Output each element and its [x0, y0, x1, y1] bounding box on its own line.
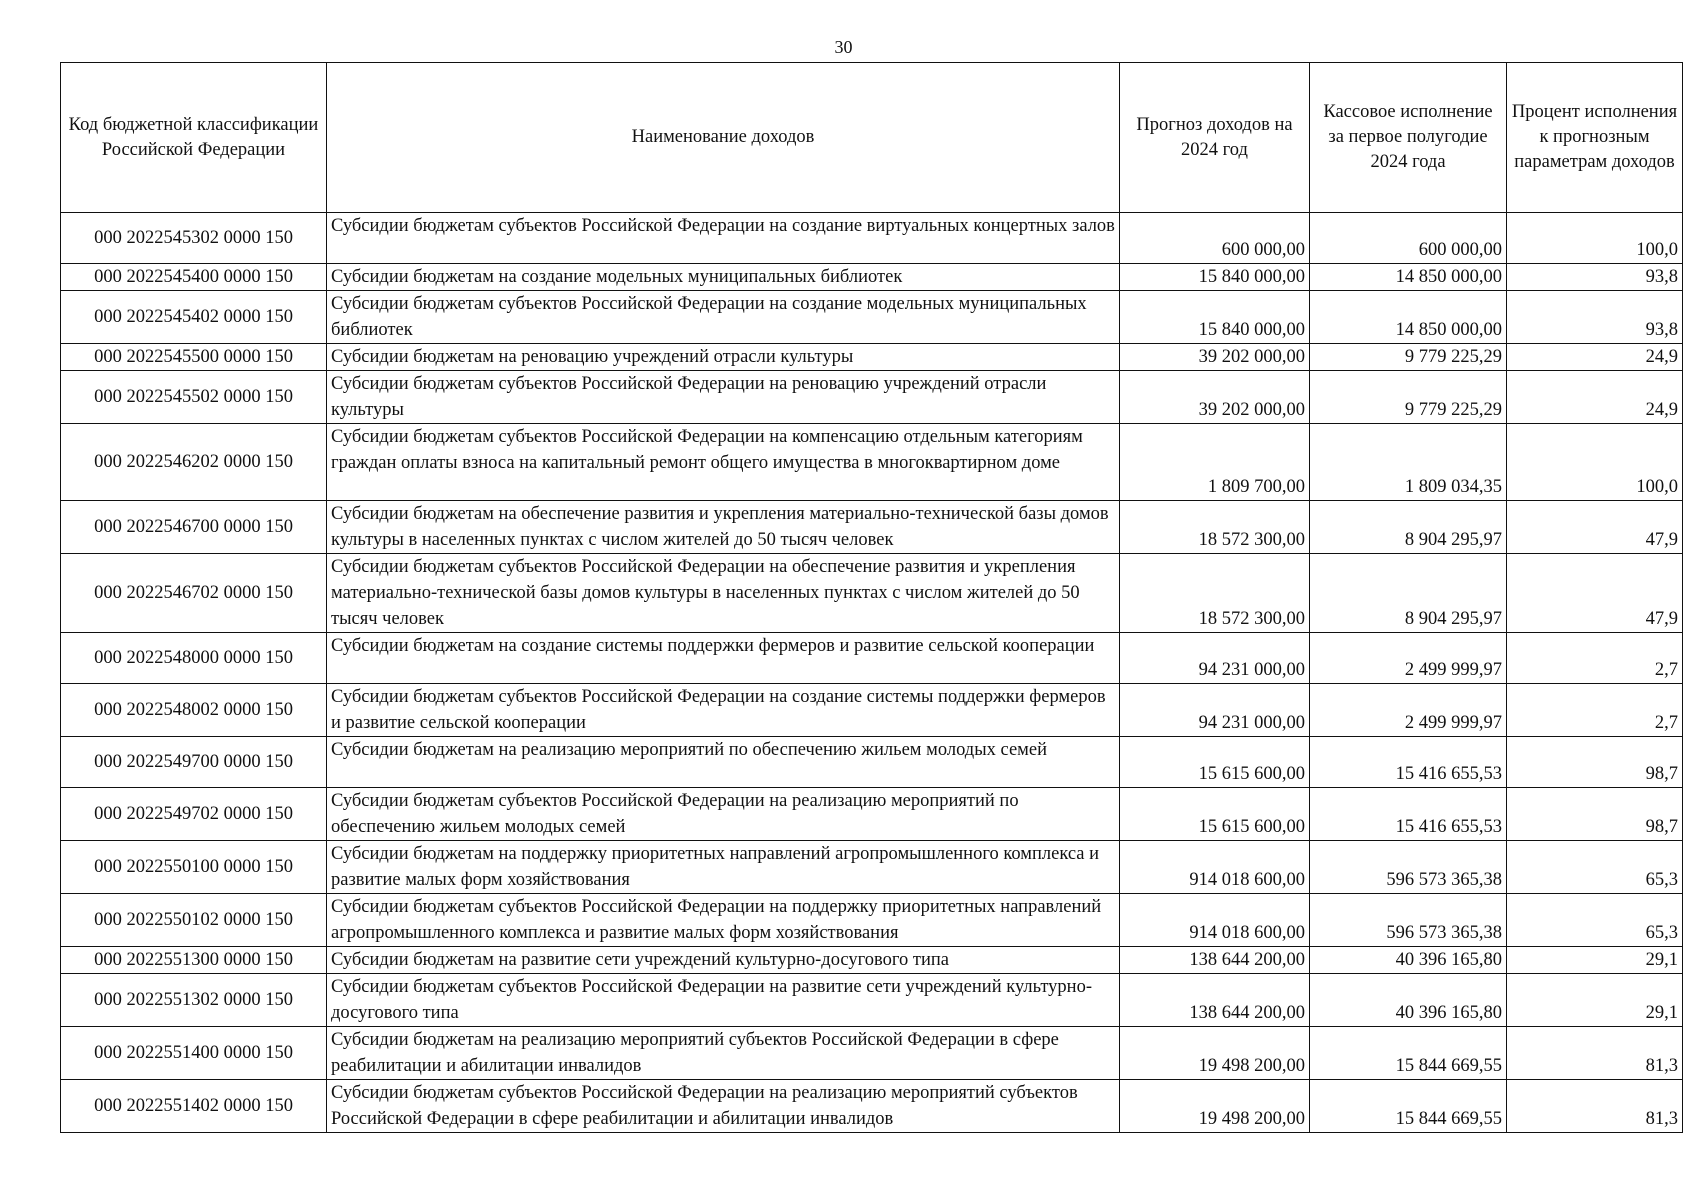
- percent-cell: 29,1: [1507, 947, 1683, 974]
- table-row: [61, 947, 1683, 974]
- forecast-cell: 15 840 000,00: [1120, 291, 1310, 344]
- percent-cell: 47,9: [1507, 501, 1683, 554]
- forecast-cell: 914 018 600,00: [1120, 894, 1310, 947]
- execution-cell: 8 904 295,97: [1310, 501, 1507, 554]
- table-header: [61, 63, 1683, 213]
- name-cell: Субсидии бюджетам субъектов Российской Федерации на компенсацию отдельным категориям граждан оплаты взноса на капитальный ремонт общего имущества в многоквартирном доме: [327, 424, 1120, 501]
- table-row: [61, 501, 1683, 554]
- percent-cell: 100,0: [1507, 424, 1683, 501]
- name-cell: Субсидии бюджетам на развитие сети учреждений культурно-досугового типа: [327, 947, 1120, 974]
- table-row: [61, 264, 1683, 291]
- execution-cell: 596 573 365,38: [1310, 841, 1507, 894]
- header-row: [61, 63, 1683, 213]
- forecast-cell: 138 644 200,00: [1120, 947, 1310, 974]
- percent-cell: 65,3: [1507, 894, 1683, 947]
- execution-cell: 40 396 165,80: [1310, 974, 1507, 1027]
- name-cell: Субсидии бюджетам на создание системы поддержки фермеров и развитие сельской кооперации: [327, 633, 1120, 684]
- code-cell: 000 2022549702 0000 150: [61, 788, 327, 841]
- code-cell: 000 2022545302 0000 150: [61, 213, 327, 264]
- table-body: [61, 213, 1683, 1133]
- percent-cell: 98,7: [1507, 788, 1683, 841]
- forecast-cell: 19 498 200,00: [1120, 1080, 1310, 1133]
- code-cell: 000 2022550100 0000 150: [61, 841, 327, 894]
- name-cell: Субсидии бюджетам на реализацию мероприятий по обеспечению жильем молодых семей: [327, 737, 1120, 788]
- percent-cell: 2,7: [1507, 684, 1683, 737]
- table-row: [61, 213, 1683, 264]
- page-number: 30: [834, 37, 853, 57]
- table-row: [61, 841, 1683, 894]
- code-cell: 000 2022545500 0000 150: [61, 344, 327, 371]
- execution-cell: 1 809 034,35: [1310, 424, 1507, 501]
- forecast-cell: 19 498 200,00: [1120, 1027, 1310, 1080]
- forecast-cell: 914 018 600,00: [1120, 841, 1310, 894]
- table-row: [61, 684, 1683, 737]
- name-cell: Субсидии бюджетам на реализацию мероприятий субъектов Российской Федерации в сфере реабилитации и абилитации инвалидов: [327, 1027, 1120, 1080]
- table-row: [61, 737, 1683, 788]
- code-cell: 000 2022551302 0000 150: [61, 974, 327, 1027]
- table-row: [61, 554, 1683, 633]
- code-cell: 000 2022549700 0000 150: [61, 737, 327, 788]
- forecast-cell: 1 809 700,00: [1120, 424, 1310, 501]
- forecast-cell: 39 202 000,00: [1120, 371, 1310, 424]
- table-row: [61, 344, 1683, 371]
- percent-cell: 47,9: [1507, 554, 1683, 633]
- percent-cell: 2,7: [1507, 633, 1683, 684]
- name-cell: Субсидии бюджетам субъектов Российской Федерации на поддержку приоритетных направлений агропромышленного комплекса и развитие малых форм хозяйствования: [327, 894, 1120, 947]
- execution-cell: 2 499 999,97: [1310, 684, 1507, 737]
- table-row: [61, 788, 1683, 841]
- name-cell: Субсидии бюджетам субъектов Российской Федерации на обеспечение развития и укрепления материально-технической базы домов культуры в населенных пунктах с числом жителей до 50 тысяч человек: [327, 554, 1120, 633]
- table-row: [61, 1080, 1683, 1133]
- execution-cell: 9 779 225,29: [1310, 371, 1507, 424]
- forecast-cell: 39 202 000,00: [1120, 344, 1310, 371]
- code-cell: 000 2022545400 0000 150: [61, 264, 327, 291]
- execution-cell: 600 000,00: [1310, 213, 1507, 264]
- forecast-cell: 138 644 200,00: [1120, 974, 1310, 1027]
- name-cell: Субсидии бюджетам на реновацию учреждений отрасли культуры: [327, 344, 1120, 371]
- forecast-cell: 18 572 300,00: [1120, 554, 1310, 633]
- code-cell: 000 2022550102 0000 150: [61, 894, 327, 947]
- execution-cell: 14 850 000,00: [1310, 264, 1507, 291]
- header-name: Наименование доходов: [327, 63, 1120, 213]
- forecast-cell: 18 572 300,00: [1120, 501, 1310, 554]
- percent-cell: 81,3: [1507, 1027, 1683, 1080]
- forecast-cell: 15 840 000,00: [1120, 264, 1310, 291]
- header-execution: Кассовое исполнение за первое полугодие 2024 года: [1310, 63, 1507, 213]
- name-cell: Субсидии бюджетам субъектов Российской Федерации на создание системы поддержки фермеров и развитие сельской кооперации: [327, 684, 1120, 737]
- name-cell: Субсидии бюджетам на создание модельных муниципальных библиотек: [327, 264, 1120, 291]
- execution-cell: 15 416 655,53: [1310, 737, 1507, 788]
- forecast-cell: 600 000,00: [1120, 213, 1310, 264]
- code-cell: 000 2022551400 0000 150: [61, 1027, 327, 1080]
- header-code: Код бюджетной классификации Российской Федерации: [61, 63, 327, 213]
- name-cell: Субсидии бюджетам субъектов Российской Федерации на реализацию мероприятий субъектов Российской Федерации в сфере реабилитации и абилитации инвалидов: [327, 1080, 1120, 1133]
- percent-cell: 65,3: [1507, 841, 1683, 894]
- execution-cell: 9 779 225,29: [1310, 344, 1507, 371]
- execution-cell: 15 844 669,55: [1310, 1080, 1507, 1133]
- table-row: [61, 894, 1683, 947]
- execution-cell: 40 396 165,80: [1310, 947, 1507, 974]
- name-cell: Субсидии бюджетам на обеспечение развития и укрепления материально-технической базы домов культуры в населенных пунктах с числом жителей до 50 тысяч человек: [327, 501, 1120, 554]
- name-cell: Субсидии бюджетам субъектов Российской Федерации на создание модельных муниципальных библиотек: [327, 291, 1120, 344]
- header-forecast: Прогноз доходов на 2024 год: [1120, 63, 1310, 213]
- name-cell: Субсидии бюджетам субъектов Российской Федерации на создание виртуальных концертных залов: [327, 213, 1120, 264]
- execution-cell: 2 499 999,97: [1310, 633, 1507, 684]
- code-cell: 000 2022548002 0000 150: [61, 684, 327, 737]
- code-cell: 000 2022548000 0000 150: [61, 633, 327, 684]
- name-cell: Субсидии бюджетам субъектов Российской Федерации на развитие сети учреждений культурно-досугового типа: [327, 974, 1120, 1027]
- percent-cell: 24,9: [1507, 344, 1683, 371]
- code-cell: 000 2022551300 0000 150: [61, 947, 327, 974]
- percent-cell: 93,8: [1507, 291, 1683, 344]
- table-row: [61, 633, 1683, 684]
- name-cell: Субсидии бюджетам субъектов Российской Федерации на реализацию мероприятий по обеспечению жильем молодых семей: [327, 788, 1120, 841]
- forecast-cell: 94 231 000,00: [1120, 633, 1310, 684]
- execution-cell: 8 904 295,97: [1310, 554, 1507, 633]
- percent-cell: 24,9: [1507, 371, 1683, 424]
- execution-cell: 15 844 669,55: [1310, 1027, 1507, 1080]
- name-cell: Субсидии бюджетам субъектов Российской Федерации на реновацию учреждений отрасли культуры: [327, 371, 1120, 424]
- percent-cell: 98,7: [1507, 737, 1683, 788]
- code-cell: 000 2022546702 0000 150: [61, 554, 327, 633]
- code-cell: 000 2022551402 0000 150: [61, 1080, 327, 1133]
- table-row: [61, 291, 1683, 344]
- code-cell: 000 2022546202 0000 150: [61, 424, 327, 501]
- code-cell: 000 2022545502 0000 150: [61, 371, 327, 424]
- code-cell: 000 2022545402 0000 150: [61, 291, 327, 344]
- table-row: [61, 371, 1683, 424]
- execution-cell: 15 416 655,53: [1310, 788, 1507, 841]
- forecast-cell: 15 615 600,00: [1120, 737, 1310, 788]
- code-cell: 000 2022546700 0000 150: [61, 501, 327, 554]
- table-row: [61, 424, 1683, 501]
- percent-cell: 81,3: [1507, 1080, 1683, 1133]
- name-cell: Субсидии бюджетам на поддержку приоритетных направлений агропромышленного комплекса и развитие малых форм хозяйствования: [327, 841, 1120, 894]
- execution-cell: 596 573 365,38: [1310, 894, 1507, 947]
- percent-cell: 100,0: [1507, 213, 1683, 264]
- execution-cell: 14 850 000,00: [1310, 291, 1507, 344]
- header-percent: Процент исполнения к прогнозным параметрам доходов: [1507, 63, 1683, 213]
- forecast-cell: 15 615 600,00: [1120, 788, 1310, 841]
- percent-cell: 93,8: [1507, 264, 1683, 291]
- table-row: [61, 974, 1683, 1027]
- revenue-table: [60, 62, 1683, 1133]
- percent-cell: 29,1: [1507, 974, 1683, 1027]
- table-row: [61, 1027, 1683, 1080]
- forecast-cell: 94 231 000,00: [1120, 684, 1310, 737]
